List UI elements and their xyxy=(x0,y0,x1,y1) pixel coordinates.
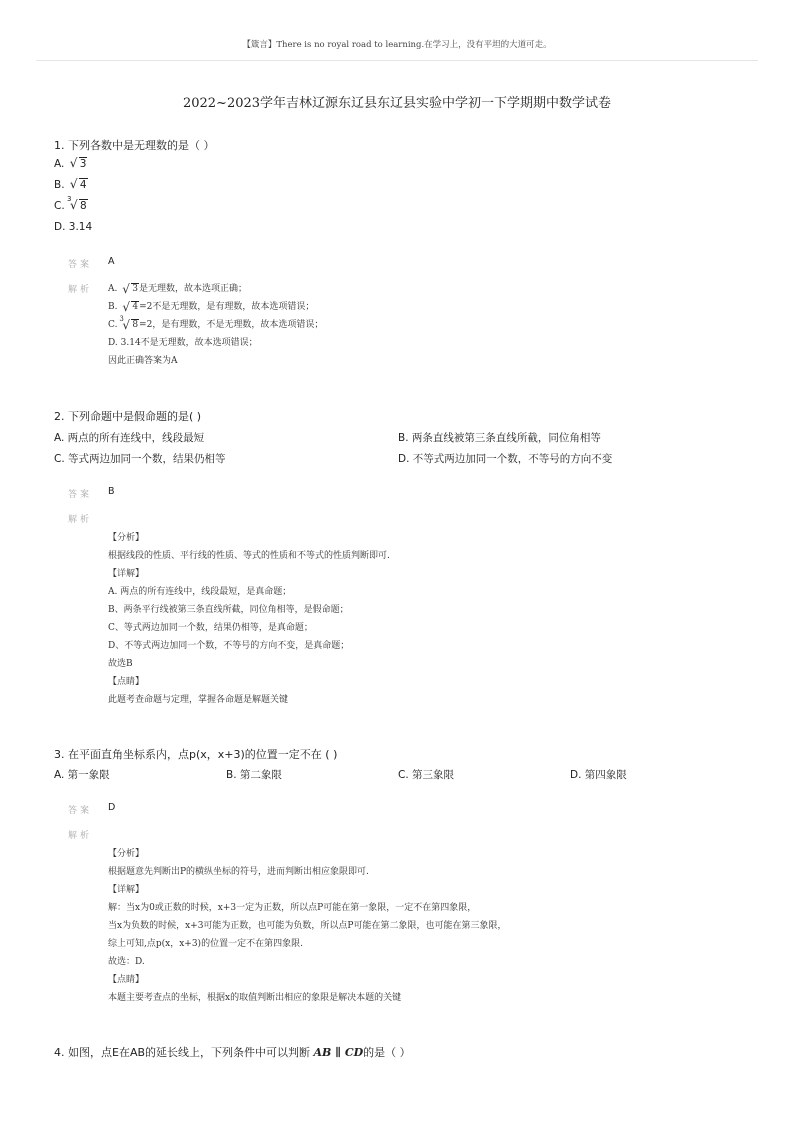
cube-root-symbol: 3 √ 8 xyxy=(67,195,87,212)
header-divider xyxy=(36,60,758,61)
q1-analysis-line: C. 3 √ 8=2，是有理数，不是无理数，故本选项错误； xyxy=(108,315,324,332)
q3-analysis-line: 故选：D. xyxy=(108,957,145,967)
q2-option-a[interactable]: A. 两点的所有连线中，线段最短 xyxy=(54,432,205,444)
q2-option-b[interactable]: B. 两条直线被第三条直线所截，同位角相等 xyxy=(398,432,601,444)
q2-analysis-line: 【分析】 xyxy=(108,533,145,543)
q3-analysis-line: 解：当x为0或正数的时候，x+3一定为正数，所以点P可能在第一象限，一定不在第四象限， xyxy=(108,903,477,913)
parallel-expression: AB ∥ CD xyxy=(313,1046,364,1059)
q2-analysis-line: 此题考查命题与定理，掌握各命题是解题关键 xyxy=(108,695,289,705)
q1-analysis-label: 解析 xyxy=(68,285,93,295)
q2-analysis-line: 【点睛】 xyxy=(108,677,145,687)
sqrt-symbol: √ 4 xyxy=(122,300,139,314)
q2-option-c[interactable]: C. 等式两边加同一个数，结果仍相等 xyxy=(54,453,226,465)
q3-analysis-line: 当x为负数的时候，x+3可能为正数，也可能为负数，所以点P可能在第二象限，也可能在第三象限， xyxy=(108,921,507,931)
q3-analysis-line: 【详解】 xyxy=(108,885,145,895)
q4-stem: 4. 如图，点E在AB的延长线上，下列条件中可以判断 AB ∥ CD的是（ ） xyxy=(54,1046,411,1059)
q1-answer: A xyxy=(108,256,115,267)
q2-answer-label: 答案 xyxy=(68,490,93,500)
cube-root-symbol: 3 √ 8 xyxy=(119,315,139,332)
q2-answer: B xyxy=(108,486,115,497)
q2-stem: 2. 下列命题中是假命题的是( ) xyxy=(54,410,202,423)
q1-analysis-line: 因此正确答案为A xyxy=(108,356,178,366)
q3-option-c[interactable]: C. 第三象限 xyxy=(398,769,455,781)
q3-analysis-line: 【点睛】 xyxy=(108,975,145,985)
q3-analysis-label: 解析 xyxy=(68,831,93,841)
q2-analysis-line: C、等式两边加同一个数，结果仍相等，是真命题； xyxy=(108,623,313,633)
sqrt-symbol: √ 4 xyxy=(69,177,87,191)
sqrt-symbol: √ 3 xyxy=(69,156,87,170)
q3-analysis-line: 【分析】 xyxy=(108,849,145,859)
q2-analysis-line: B、两条平行线被第三条直线所截，同位角相等，是假命题； xyxy=(108,605,349,615)
q1-stem: 1. 下列各数中是无理数的是（ ） xyxy=(54,139,215,152)
q1-analysis-line: D. 3.14不是无理数，故本选项错误； xyxy=(108,338,258,348)
q3-option-b[interactable]: B. 第二象限 xyxy=(226,769,282,781)
q2-analysis-line: D、不等式两边加同一个数，不等号的方向不变，是真命题； xyxy=(108,641,350,651)
q3-option-a[interactable]: A. 第一象限 xyxy=(54,769,110,781)
q3-analysis-line: 本题主要考查点的坐标，根据x的取值判断出相应的象限是解决本题的关键 xyxy=(108,993,402,1003)
q3-analysis-line: 综上可知,点p(x，x+3)的位置一定不在第四象限. xyxy=(108,939,303,949)
q3-stem: 3. 在平面直角坐标系内，点p(x，x+3)的位置一定不在 ( ) xyxy=(54,748,338,761)
q2-analysis-line: 【详解】 xyxy=(108,569,145,579)
q2-analysis-line: 根据线段的性质、平行线的性质、等式的性质和不等式的性质判断即可. xyxy=(108,551,390,561)
q1-option-d[interactable]: D. 3.14 xyxy=(54,221,93,233)
q3-answer-label: 答案 xyxy=(68,806,93,816)
q2-analysis-line: A. 两点的所有连线中，线段最短，是真命题； xyxy=(108,587,292,597)
q3-analysis-line: 根据题意先判断出P的横纵坐标的符号，进而判断出相应象限即可. xyxy=(108,867,369,877)
q1-answer-label: 答案 xyxy=(68,260,93,270)
page-title: 2022~2023学年吉林辽源东辽县东辽县实验中学初一下学期期中数学试卷 xyxy=(182,96,612,111)
q3-answer: D xyxy=(108,802,116,813)
q2-analysis-label: 解析 xyxy=(68,515,93,525)
q1-analysis-line: B. √ 4=2不是无理数，是有理数，故本选项错误； xyxy=(108,300,315,314)
header-motto: 【箴言】There is no royal road to learning.在学习上，没有平坦的大道可走。 xyxy=(242,40,552,50)
q3-option-d[interactable]: D. 第四象限 xyxy=(570,769,627,781)
q2-analysis-line: 故选B xyxy=(108,659,133,669)
q1-option-b[interactable]: B. √ 4 xyxy=(54,177,87,191)
sqrt-symbol: √ 3 xyxy=(122,282,138,296)
q1-option-a[interactable]: A. √ 3 xyxy=(54,156,87,170)
q1-option-c[interactable]: C. 3 √ 8 xyxy=(54,195,87,212)
q2-option-d[interactable]: D. 不等式两边加同一个数，不等号的方向不变 xyxy=(398,453,613,465)
q1-analysis-line: A. √ 3是无理数，故本选项正确； xyxy=(108,282,247,296)
